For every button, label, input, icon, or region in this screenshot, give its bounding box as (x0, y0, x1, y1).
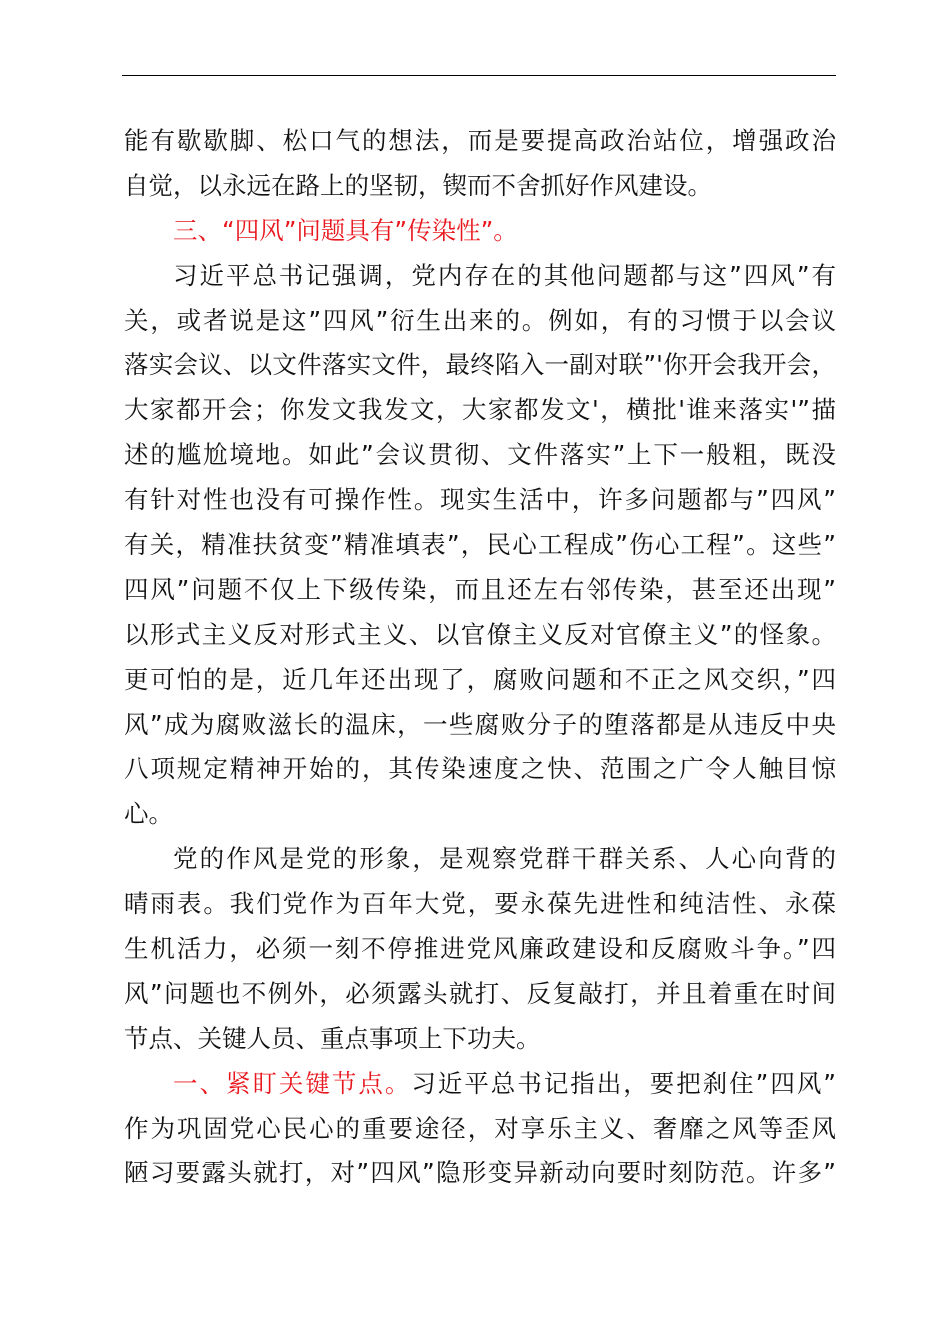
text-line: 更可怕的是，近几年还出现了，腐败问题和不正之风交织，”四 (124, 664, 836, 694)
text-line: 以形式主义反对形式主义、以官僚主义反对官僚主义”的怪象。 (124, 619, 836, 649)
text-line: 作为巩固党心民心的重要途径，对享乐主义、奢靡之风等歪风 (124, 1113, 836, 1143)
text-line: 生机活力，必须一刻不停推进党风廉政建设和反腐败斗争。”四 (124, 934, 836, 964)
text-line: 关，或者说是这”四风”衍生出来的。例如，有的习惯于以会议 (124, 305, 836, 335)
text-line: 风”成为腐败滋长的温床，一些腐败分子的堕落都是从违反中央 (124, 709, 836, 739)
paragraph-2 (124, 837, 836, 1061)
header-rule (122, 75, 836, 76)
text-line: 有针对性也没有可操作性。现实生活中，许多问题都与”四风” (124, 485, 836, 515)
text-line: 有关，精准扶贫变”精准填表”，民心工程成”伤心工程”。这些” (124, 530, 836, 560)
document-body (124, 119, 836, 1196)
text-line: 落实会议、以文件落实文件，最终陷入一副对联”'你开会我开会， (124, 350, 836, 380)
paragraph-3 (124, 1062, 836, 1197)
text-line: 能有歇歇脚、松口气的想法，而是要提高政治站位，增强政治 (124, 126, 836, 155)
text-line: 四风”问题不仅上下级传染，而且还左右邻传染，甚至还出现” (124, 574, 836, 604)
text-line: 风”问题也不例外，必须露头就打、反复敲打，并且着重在时间 (124, 978, 836, 1008)
text-line: 心。 (124, 799, 173, 829)
text-line: 八项规定精神开始的，其传染速度之快、范围之广令人触目惊 (124, 754, 836, 784)
subsection-heading: 一、紧盯关键节点。 (173, 1068, 412, 1098)
text-line: 陋习要露头就打，对”四风”隐形变异新动向要时刻防范。许多” (124, 1158, 836, 1188)
text-line: 述的尴尬境地。如此”会议贯彻、文件落实”上下一般粗，既没 (124, 440, 836, 470)
paragraph-continuation (124, 119, 836, 209)
text-line (124, 1062, 836, 1107)
text-line: 节点、关键人员、重点事项上下功夫。 (124, 1023, 541, 1053)
section-heading: 三、“四风”问题具有”传染性”。 (173, 215, 518, 245)
text-line: 大家都开会；你发文我发文，大家都发文'，横批'谁来落实'”描 (124, 395, 836, 425)
paragraph-1 (124, 254, 836, 838)
text-line: 习近平总书记强调，党内存在的其他问题都与这”四风”有 (173, 260, 836, 290)
text-line: 晴雨表。我们党作为百年大党，要永葆先进性和纯洁性、永葆 (124, 889, 836, 919)
text-line: 自觉，以永远在路上的坚韧，锲而不舍抓好作风建设。 (124, 170, 712, 200)
text-line: 党的作风是党的形象，是观察党群干群关系、人心向背的 (173, 844, 836, 874)
text-run: 习近平总书记指出，要把刹住”四风” (411, 1068, 836, 1098)
